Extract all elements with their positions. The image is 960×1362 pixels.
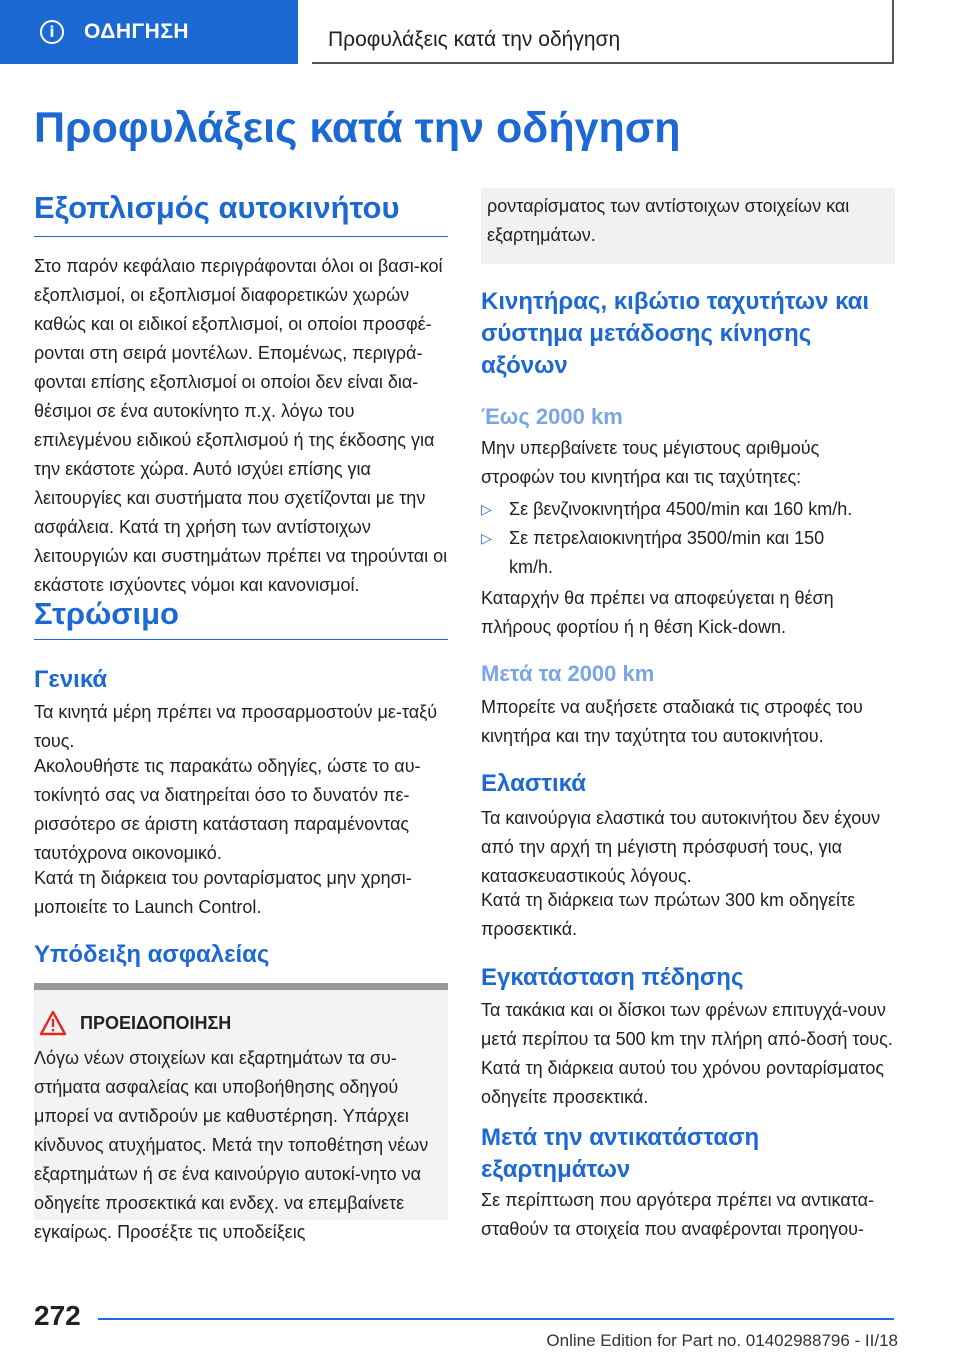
tires-paragraph-1: Τα καινούργια ελαστικά του αυτοκινήτου δεν έχουν από την αρχή τη μέγιστη πρόσφυσή τους, για κατασκευαστικούς λόγους. — [481, 808, 881, 886]
heading-brakes: Εγκατάσταση πέδησης — [481, 964, 744, 991]
up-to-2000-paragraph: Μην υπερβαίνετε τους μέγιστους αριθμούς στροφών του κινητήρα και τις ταχύτητες: — [481, 438, 820, 487]
warning-label: ΠΡΟΕΙΔΟΠΟΙΗΣΗ — [80, 1012, 232, 1033]
general-paragraph-1: Τα κινητά μέρη πρέπει να προσαρμοστούν με‐ταξύ τους. — [34, 702, 438, 751]
list-item-text: Σε πετρελαιοκινητήρα 3500/min και 150 km/h. — [509, 528, 825, 577]
heading-break-in: Στρώσιμο — [34, 596, 179, 631]
general-paragraph-3: Κατά τη διάρκεια του ρονταρίσματος μην χρησι‐μοποιείτε το Launch Control. — [34, 868, 412, 917]
general-paragraph-2: Ακολουθήστε τις παρακάτω οδηγίες, ώστε το αυ‐τοκίνητό σας να διατηρείται όσο το δυνατόν πε‐ρισσότερο σε άριστη κατάσταση παραμένοντας ταυτόχρονα οικονομικό. — [34, 756, 421, 863]
warning-paragraph: Λόγω νέων στοιχείων και εξαρτημάτων τα συ‐στήματα ασφαλείας και υποβοήθησης οδηγού μπορεί να αντιδρούν με καθυστέρηση. Υπάρχει κίνδυνος ατυχήματος. Μετά την τοποθέτηση νέων εξαρτημάτων ή σε ένα καινούργιο αυτοκί‐νητο να οδηγείτε προσεκτικά και ενδεχ. να επεμβαίνετε εγκαίρως. Προσέξτε τις υποδείξεις — [34, 1048, 429, 1242]
section-header-label: Προφυλάξεις κατά την οδήγηση — [328, 28, 621, 51]
warning-triangle-icon — [40, 1010, 66, 1036]
replacement-paragraph: Σε περίπτωση που αργότερα πρέπει να αντικατα‐σταθούν τα στοιχεία που αναφέρονται προηγου‐ — [481, 1190, 874, 1239]
warning-header — [40, 1010, 231, 1036]
chapter-tab[interactable] — [0, 0, 298, 64]
heading-engine-transmission: Κινητήρας, κιβώτιο ταχυτήτων και σύστημα μετάδοσης κίνησης αξόνων — [481, 288, 870, 379]
heading-tires: Ελαστικά — [481, 770, 586, 797]
heading-up-to-2000: Έως 2000 km — [481, 404, 623, 429]
after-2000-paragraph: Μπορείτε να αυξήσετε σταδιακά τις στροφές του κινητήρα και την ταχύτητα του αυτοκινήτου. — [481, 697, 863, 746]
chapter-tab-label: ΟΔΗΓΗΣΗ — [84, 20, 190, 43]
warning-continued-paragraph: ρονταρίσματος των αντίστοιχων στοιχείων και εξαρτημάτων. — [487, 196, 850, 245]
list-item-text: Σε βενζινοκινητήρα 4500/min και 160 km/h. — [509, 499, 853, 519]
heading-equipment: Εξοπλισμός αυτοκινήτου — [34, 190, 400, 225]
tires-paragraph-2: Κατά τη διάρκεια των πρώτων 300 km οδηγείτε προσεκτικά. — [481, 890, 856, 939]
bullet-triangle-icon: ▷ — [481, 530, 492, 546]
heading-after-2000: Μετά τα 2000 km — [481, 661, 655, 686]
info-icon: i — [40, 20, 64, 44]
heading-after-replacement: Μετά την αντικατάσταση εξαρτημάτων — [481, 1124, 760, 1183]
heading-safety-note: Υπόδειξη ασφαλείας — [34, 941, 270, 968]
brakes-paragraph: Τα τακάκια και οι δίσκοι των φρένων επιτυγχά‐νουν μετά περίπου τα 500 km την πλήρη από‐δοσή τους. Κατά τη διάρκεια αυτού του χρόνου ρονταρίσματος οδηγείτε προσεκτικά. — [481, 1000, 893, 1107]
heading-rule — [34, 236, 448, 237]
heading-rule — [34, 639, 448, 640]
heading-general: Γενικά — [34, 666, 108, 693]
footer-edition: Online Edition for Part no. 01402988796 - II/18 — [546, 1331, 898, 1350]
page-title: Προφυλάξεις κατά την οδήγηση — [34, 104, 681, 152]
equipment-paragraph: Στο παρόν κεφάλαιο περιγράφονται όλοι οι βασι‐κοί εξοπλισμοί, οι εξοπλισμοί διαφορετικών χωρών καθώς και οι ειδικοί εξοπλισμοί, οι οποίοι προσφέ‐ρονται στη σειρά μοντέλων. Επομένως, περιγρά‐φονται επίσης εξοπλισμοί οι οποίοι δεν είναι δια‐θέσιμοι σε ένα αυτοκίνητο π.χ. λόγω του επιλεγμένου ειδικού εξοπλισμού ή της έκδοσης για την εκάστοτε χώρα. Αυτό ισχύει επίσης για λειτουργίες και συστήματα που σχετίζονται με την ασφάλεια. Κατά τη χρήση των αντίστοιχων λειτουργιών και συστημάτων πρέπει να τηρούνται οι εκάστοτε ισχύοντες νόμοι και κανονισμοί. — [34, 256, 448, 595]
footer-rule — [98, 1318, 894, 1320]
section-header — [312, 0, 894, 64]
warning-bar — [34, 983, 448, 990]
up-to-2000-note: Καταρχήν θα πρέπει να αποφεύγεται η θέση πλήρους φορτίου ή η θέση Kick-down. — [481, 588, 834, 637]
list-item — [481, 495, 895, 524]
list-item — [481, 524, 895, 582]
bullet-triangle-icon: ▷ — [481, 501, 492, 517]
page-number: 272 — [34, 1300, 81, 1331]
